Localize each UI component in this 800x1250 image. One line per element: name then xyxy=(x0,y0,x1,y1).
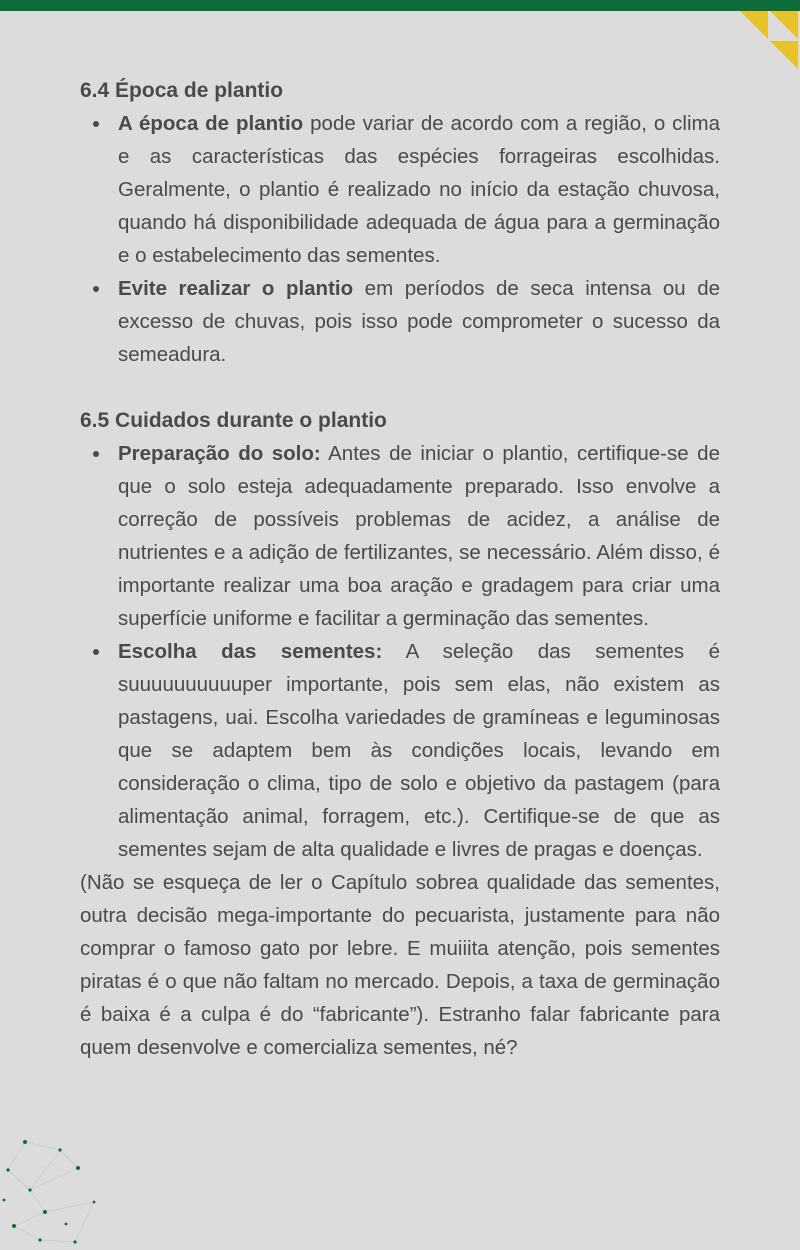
bullet-list-6-4 xyxy=(80,107,720,371)
bullet-icon xyxy=(93,286,99,292)
list-item-lead: A época de plantio xyxy=(118,112,304,135)
top-green-bar xyxy=(0,0,800,11)
bullet-icon xyxy=(93,649,99,655)
list-item xyxy=(80,635,720,866)
list-item-text: A seleção das sementes é suuuuuuuuuuper importante, pois sem elas, não existem as pastagens, uai. Escolha variedades de gramíneas e leguminosas que se adaptem bem às condições locais, levando em consideração o clima, tipo de solo e objetivo da pastagem (para alimentação animal, forragem, etc.). Certifique-se de que as sementes sejam de alta qualidade e livres de pragas e doenças. xyxy=(118,640,720,861)
list-item-text: em períodos de seca intensa ou de excesso de chuvas, pois isso pode comprometer o sucesso da semeadura. xyxy=(118,277,720,366)
bullet-list-6-5 xyxy=(80,437,720,866)
list-item-lead: Preparação do solo: xyxy=(118,442,321,465)
section-title-6-4: 6.4 Época de plantio xyxy=(80,79,284,102)
section-title-6-5: 6.5 Cuidados durante o plantio xyxy=(80,409,387,432)
section-spacer xyxy=(80,371,720,404)
main-content xyxy=(80,74,720,1064)
list-item-text: pode variar de acordo com a região, o clima e as características das espécies forrageiras escolhidas. Geralmente, o plantio é realizado no início da estação chuvosa, quando há disponibilidade adequada de água para a germinação e o estabelecimento das sementes. xyxy=(118,112,720,267)
bullet-icon xyxy=(93,121,99,127)
network-dots-decoration xyxy=(0,1130,110,1250)
closing-paragraph: (Não se esqueça de ler o Capítulo sobrea qualidade das sementes, outra decisão mega-importante do pecuarista, justamente para não comprar o famoso gato por lebre. E muiiita atenção, pois sementes piratas é o que não faltam no mercado. Depois, a taxa de germinação é baixa é a culpa é do “fabricante”). Estranho falar fabricante para quem desenvolve e comercializa sementes, né? xyxy=(80,871,720,1059)
corner-triangles-decoration xyxy=(740,11,800,71)
bullet-icon xyxy=(93,451,99,457)
list-item xyxy=(80,437,720,635)
list-item xyxy=(80,272,720,371)
list-item-text: Antes de iniciar o plantio, certifique-se de que o solo esteja adequadamente preparado. Isso envolve a correção de possíveis problemas de acidez, a análise de nutrientes e a adição de fertilizantes, se necessário. Além disso, é importante realizar uma boa aração e gradagem para criar uma superfície uniforme e facilitar a germinação das sementes. xyxy=(118,442,720,630)
list-item-lead: Escolha das sementes: xyxy=(118,640,383,663)
list-item-lead: Evite realizar o plantio xyxy=(118,277,354,300)
list-item xyxy=(80,107,720,272)
